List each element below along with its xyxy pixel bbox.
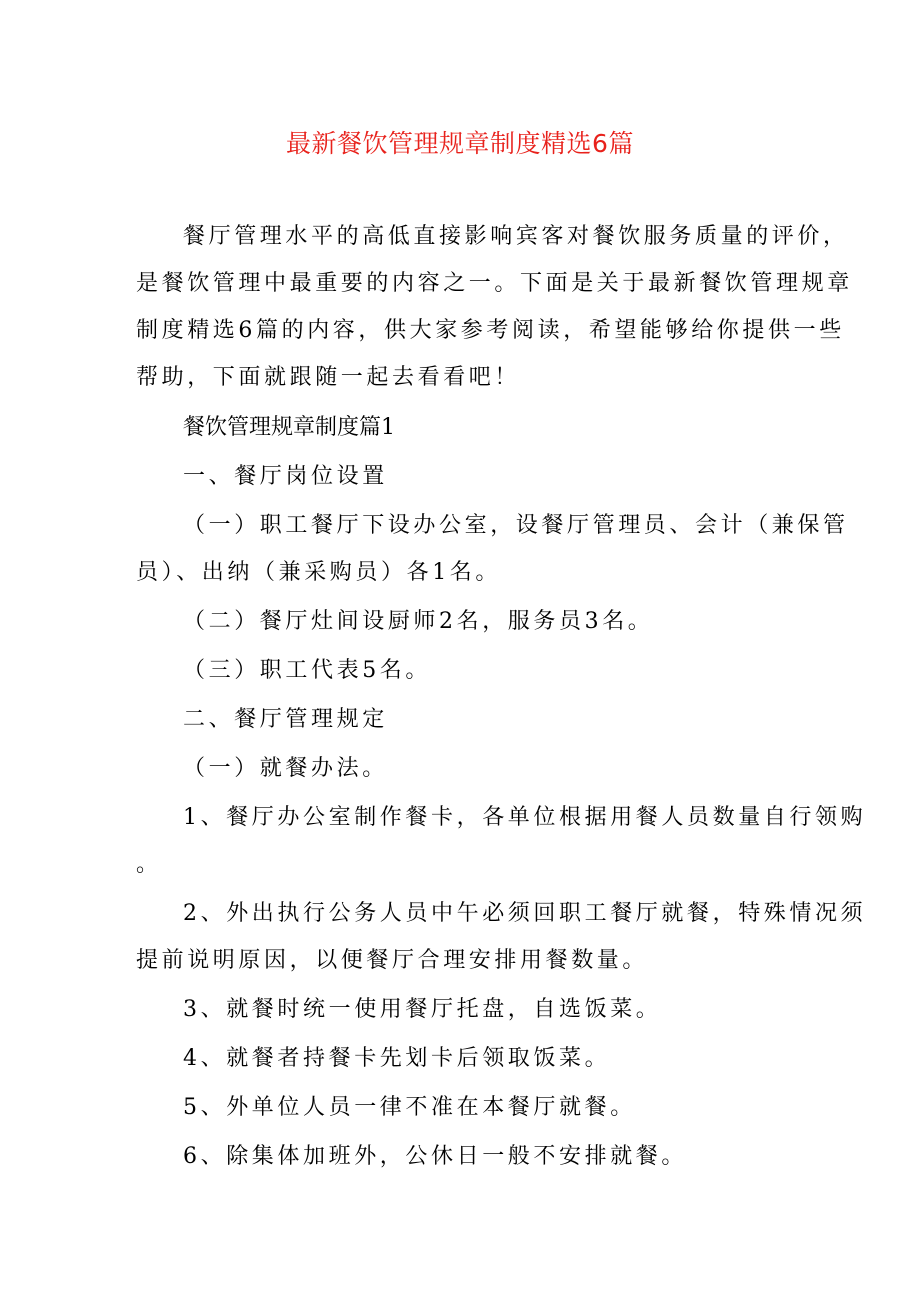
paragraph-line: （二）餐厅灶间设厨师2名，服务员3名。: [183, 609, 654, 634]
list-item-line: 3、就餐时统一使用餐厅托盘，自选饭菜。: [183, 997, 662, 1022]
paragraph-line: 员）、出纳（兼采购员）各1名。: [136, 560, 501, 585]
list-item-line: 1、餐厅办公室制作餐卡，各单位根据用餐人员数量自行领购: [183, 805, 867, 830]
paragraph-line: 是餐饮管理中最重要的内容之一。下面是关于最新餐饮管理规章: [136, 271, 853, 296]
list-item-line: 4、就餐者持餐卡先划卡后领取饭菜。: [183, 1046, 611, 1071]
list-item-line: 6、除集体加班外，公休日一般不安排就餐。: [183, 1144, 687, 1169]
list-item-line: 。: [136, 852, 159, 877]
list-item-line: 5、外单位人员一律不准在本餐厅就餐。: [183, 1095, 636, 1120]
subsection-heading: （一）就餐办法。: [183, 756, 388, 781]
section-heading: 二、餐厅管理规定: [183, 707, 388, 732]
paragraph-line: 帮助，下面就跟随一起去看看吧！: [136, 365, 521, 390]
paragraph-line: 制度精选6篇的内容，供大家参考阅读，希望能够给你提供一些: [136, 318, 845, 343]
section-heading: 一、餐厅岗位设置: [183, 464, 388, 489]
paragraph-line: （三）职工代表5名。: [183, 658, 431, 683]
list-item-line: 2、外出执行公务人员中午必须回职工餐厅就餐，特殊情况须: [183, 901, 867, 926]
paragraph-line: 餐厅管理水平的高低直接影响宾客对餐饮服务质量的评价，: [183, 224, 849, 249]
document-title: 最新餐饮管理规章制度精选6篇: [286, 129, 634, 158]
list-item-line: 提前说明原因，以便餐厅合理安排用餐数量。: [136, 948, 649, 973]
section-heading: 餐饮管理规章制度篇1: [183, 415, 395, 440]
paragraph-line: （一）职工餐厅下设办公室，设餐厅管理员、会计（兼保管: [183, 513, 849, 538]
